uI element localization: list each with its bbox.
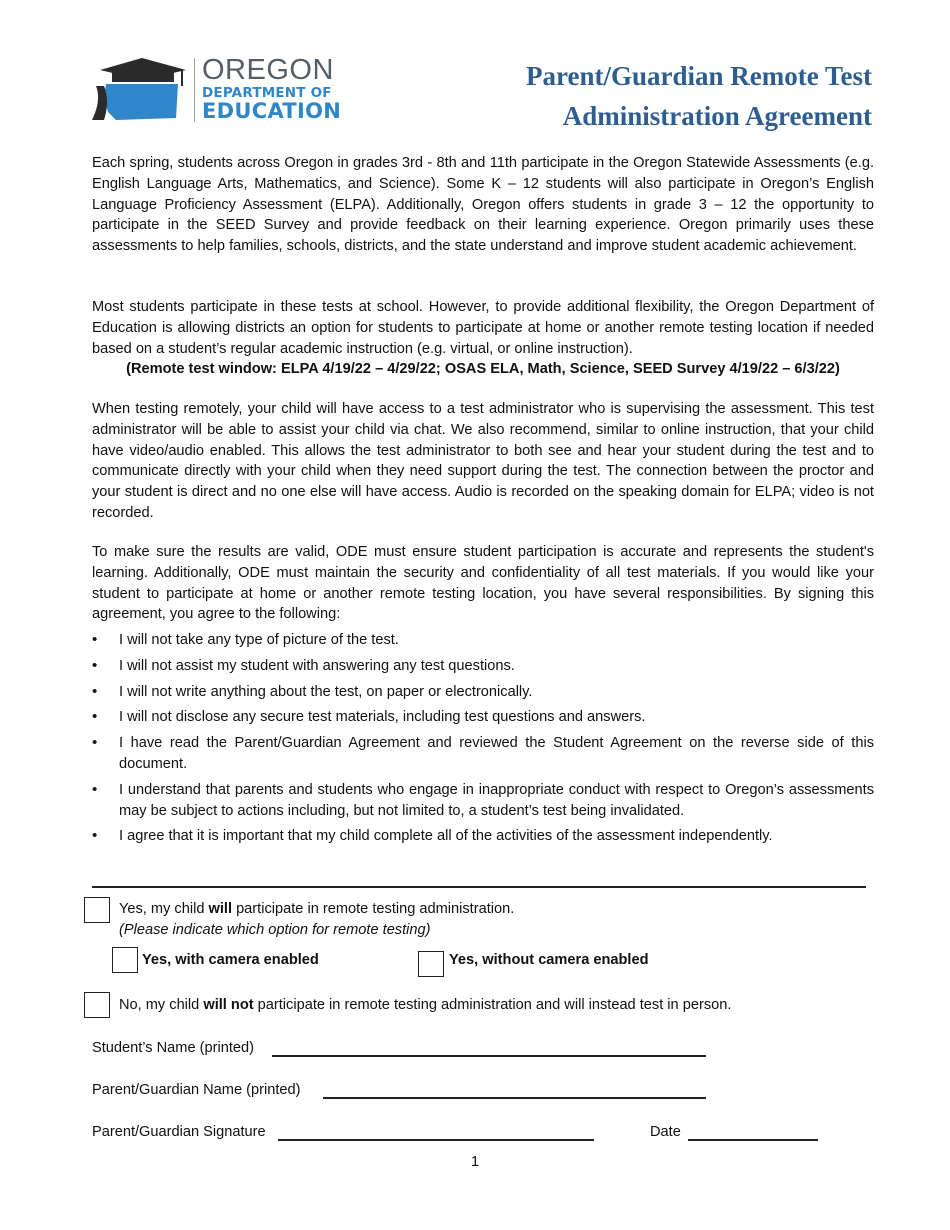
agreement-item: • I understand that parents and students who engage in inappropriate conduct with respect to Oregon’s assessments may be subject to actions including, but not limited to, a student’s test being invalidated. — [92, 780, 874, 822]
signature-field[interactable] — [278, 1139, 594, 1141]
logo-oregon: OREGON — [202, 54, 334, 86]
agreement-list — [92, 630, 874, 852]
agreement-item: • I will not take any type of picture of the test. — [92, 630, 874, 651]
yes-remote-suffix: participate in remote testing administration. — [232, 901, 515, 917]
agreement-item: • I agree that it is important that my child complete all of the activities of the assessment independently. — [92, 826, 874, 847]
paragraph-responsibilities: To make sure the results are valid, ODE must ensure student participation is accurate and represents the student's learning. Additionally, ODE must maintain the security and confidentiality of all test materials. If you would like your student to participate at home or another remote testing location, you have several responsibilities. By signing this agreement, you agree to the following: — [92, 544, 874, 623]
parent-name-field[interactable] — [323, 1097, 706, 1099]
remote-option-note: (Please indicate which option for remote testing) — [119, 922, 431, 938]
remote-test-window: (Remote test window: ELPA 4/19/22 – 4/29/22; OSAS ELA, Math, Science, SEED Survey 4/19/22 – 6/3/22) — [126, 361, 840, 378]
remote-option-paragraph — [92, 297, 874, 380]
logo-education: EDUCATION — [202, 98, 342, 123]
date-field[interactable] — [688, 1139, 818, 1141]
paragraph-test-administrator: When testing remotely, your child will have access to a test administrator who is supervising the assessment. This test administrator will be able to assist your child via chat. We also recommend, similar to online instruction, that your child have video/audio enabled. This allows the test administrator to both see and hear your student during the test and to communicate directly with your child when they need support during the test. The connection between the proctor and your student is direct and no one else will have access. Audio is recorded on the speaking domain for ELPA; video is not recorded. — [92, 401, 874, 521]
page-number: 1 — [470, 1154, 480, 1170]
title-line-2: Administration Agreement — [562, 101, 872, 131]
yes-remote-label — [119, 899, 514, 920]
paragraph-remote-option: Most students participate in these tests at school. However, to provide additional flexibility, the Oregon Department of Education is allowing districts an option for students to participate at home or another remote testing location if needed based on a student’s regular academic instruction (e.g. virtual, or online instruction). — [92, 299, 874, 357]
agreement-item: • I will not assist my student with answering any test questions. — [92, 656, 874, 677]
signature-label: Parent/Guardian Signature — [92, 1124, 266, 1140]
student-name-field[interactable] — [272, 1055, 706, 1057]
student-name-label: Student’s Name (printed) — [92, 1040, 254, 1056]
responsibilities-paragraph — [92, 542, 874, 625]
date-label: Date — [650, 1124, 681, 1140]
logo-divider — [194, 58, 195, 122]
section-divider — [92, 886, 866, 888]
agreement-item: • I will not write anything about the test, on paper or electronically. — [92, 682, 874, 703]
remote-testing-paragraph — [92, 399, 874, 524]
logo-department-of: DEPARTMENT OF — [202, 85, 332, 101]
camera-enabled-label: Yes, with camera enabled — [142, 952, 319, 968]
yes-remote-checkbox[interactable] — [84, 897, 110, 923]
camera-disabled-label: Yes, without camera enabled — [449, 952, 649, 968]
intro-paragraph — [92, 153, 874, 257]
no-remote-checkbox[interactable] — [84, 992, 110, 1018]
no-remote-bold: will not — [203, 997, 254, 1013]
camera-enabled-checkbox[interactable] — [112, 947, 138, 973]
yes-remote-bold: will — [208, 901, 233, 917]
paragraph-assessments: Each spring, students across Oregon in grades 3rd - 8th and 11th participate in the Oregon Statewide Assessments (e.g. English Language Arts, Mathematics, and Science). Some K – 12 students will also participate in Oregon’s English Language Proficiency Assessment (ELPA). Additionally, Oregon offers students in grade 3 – 12 the opportunity to participate in the SEED Survey and provide feedback on their learning experience. Oregon primarily uses these assessments to help families, schools, districts, and the state understand and improve student academic achievement. — [92, 155, 874, 255]
agreement-item: • I will not disclose any secure test materials, including test questions and answers. — [92, 707, 874, 728]
no-remote-prefix: No, my child — [119, 997, 204, 1013]
parent-name-label: Parent/Guardian Name (printed) — [92, 1082, 301, 1098]
logo-text — [202, 56, 341, 122]
no-remote-suffix: participate in remote testing administration and will instead test in person. — [253, 997, 732, 1013]
graduation-cap-oregon-map-icon — [90, 56, 190, 126]
camera-disabled-checkbox[interactable] — [418, 951, 444, 977]
title-line-1: Parent/Guardian Remote Test — [526, 61, 872, 91]
yes-remote-prefix: Yes, my child — [119, 901, 209, 917]
page-title — [402, 56, 872, 136]
oregon-department-of-education-logo — [90, 54, 342, 126]
agreement-item: • I have read the Parent/Guardian Agreement and reviewed the Student Agreement on the reverse side of this document. — [92, 733, 874, 775]
no-remote-label — [119, 995, 731, 1016]
